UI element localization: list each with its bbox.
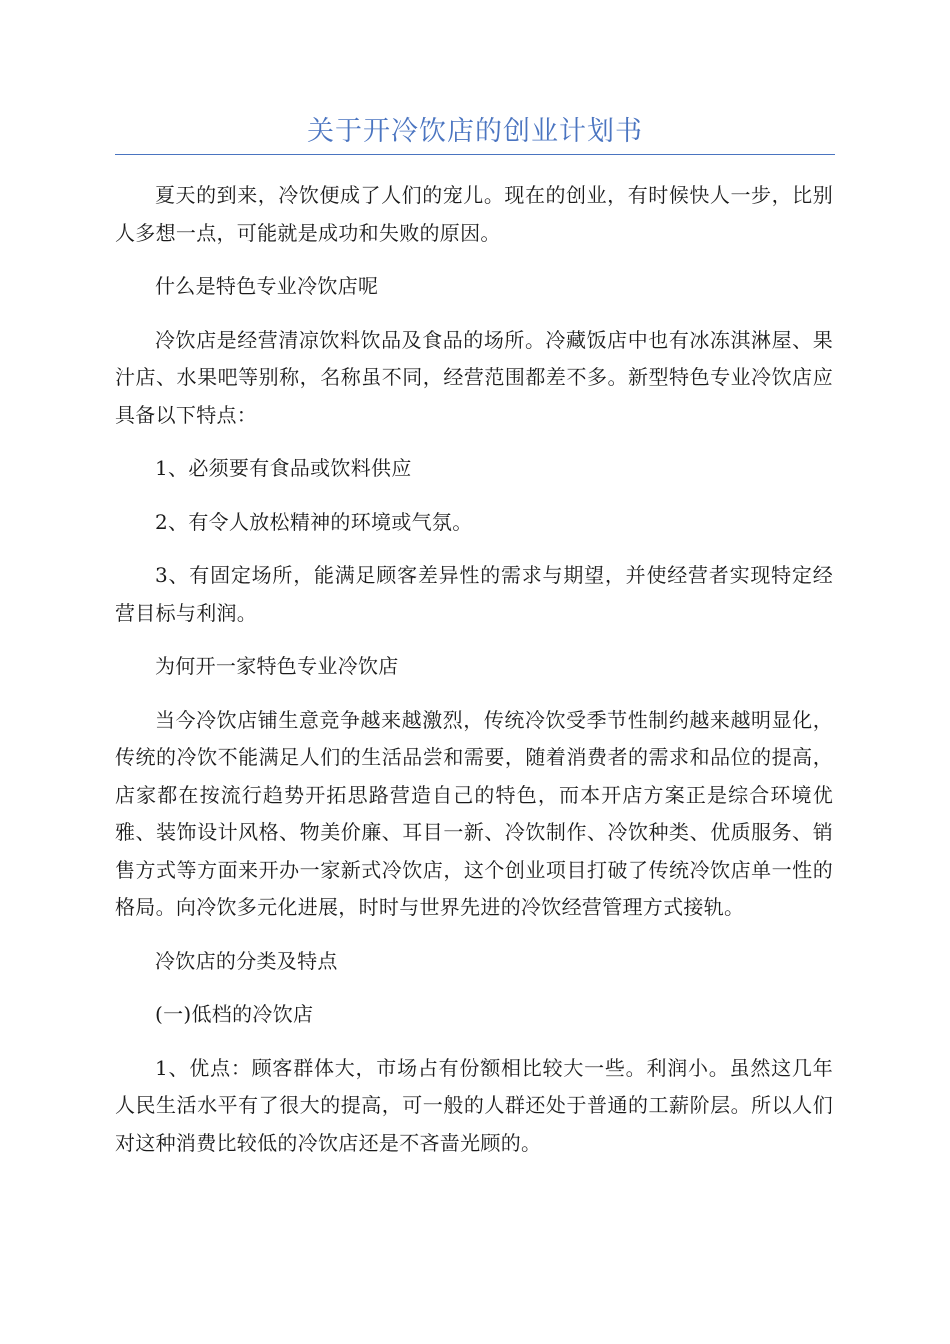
title-underline xyxy=(115,154,835,155)
heading-what-is-specialty-shop: 什么是特色专业冷饮店呢 xyxy=(155,274,379,298)
heading-categories: 冷饮店的分类及特点 xyxy=(155,948,338,973)
paragraph-intro: 夏天的到来，冷饮便成了人们的宠儿。现在的创业，有时候快人一步，比别人多想一点，可能就是成功和失败的原因。 xyxy=(115,183,833,245)
list-item-2: 2、有令人放松精神的环境或气氛。 xyxy=(155,509,473,534)
list-item-3: 3、有固定场所，能满足顾客差异性的需求与期望，并使经营者实现特定经营目标与利润。 xyxy=(115,563,833,625)
paragraph-advantages: 1、优点：顾客群体大，市场占有份额相比较大一些。利润小。虽然这几年人民生活水平有了很大的提高，可一般的人群还处于普通的工薪阶层。所以人们对这种消费比较低的冷饮店还是不吝啬光顾的。 xyxy=(115,1055,833,1155)
heading-why-open: 为何开一家特色专业冷饮店 xyxy=(155,654,399,678)
document-title: 关于开冷饮店的创业计划书 xyxy=(307,116,643,147)
subheading-low-end: (一)低档的冷饮店 xyxy=(155,1002,314,1026)
paragraph-market: 当今冷饮店铺生意竞争越来越激烈，传统冷饮受季节性制约越来越明显化，传统的冷饮不能满足人们的生活品尝和需要，随着消费者的需求和品位的提高，店家都在按流行趋势开拓思路营造自己的特色，而本开店方案正是综合环境优雅、装饰设计风格、物美价廉、耳目一新、冷饮制作、冷饮种类、优质服务、销售方式等方面来开办一家新式冷饮店，这个创业项目打破了传统冷饮店单一性的格局。向冷饮多元化进展，时时与世界先进的冷饮经营管理方式接轨。 xyxy=(115,707,833,919)
list-item-1: 1、必须要有食品或饮料供应 xyxy=(155,456,412,480)
document-body xyxy=(115,177,833,1162)
paragraph-definition: 冷饮店是经营清凉饮料饮品及食品的场所。冷藏饭店中也有冰冻淇淋屋、果汁店、水果吧等别称，名称虽不同，经营范围都差不多。新型特色专业冷饮店应具备以下特点： xyxy=(115,327,833,427)
